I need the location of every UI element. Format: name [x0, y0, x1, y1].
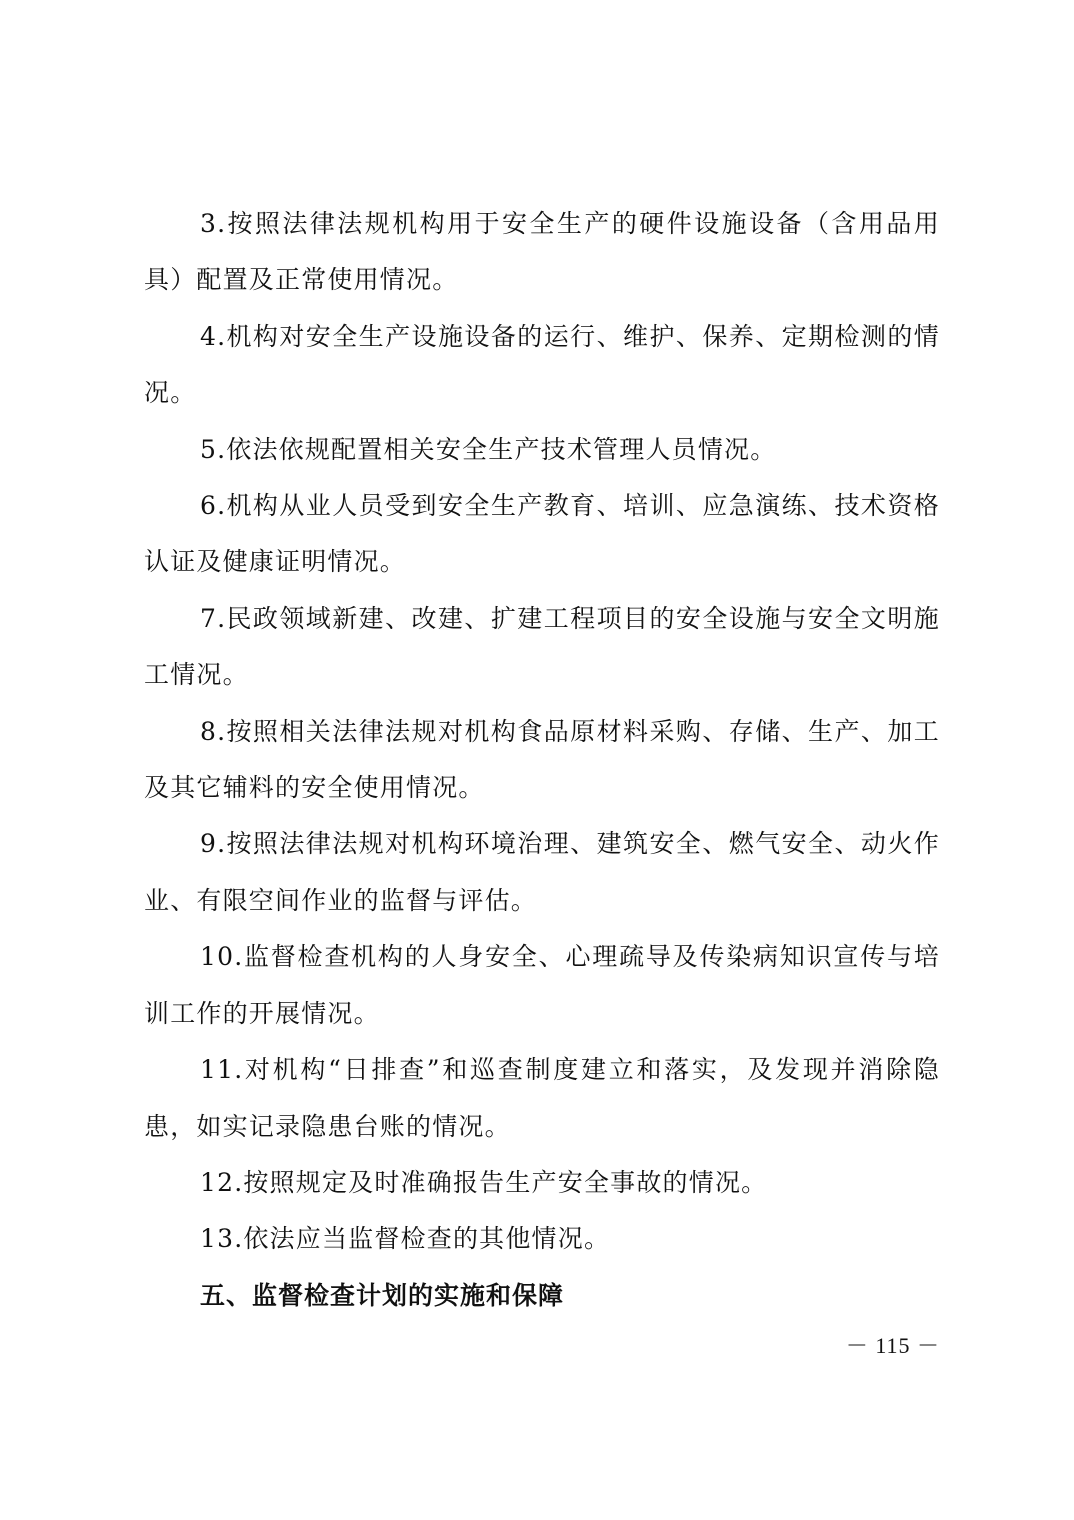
list-item: 10.监督检查机构的人身安全、心理疏导及传染病知识宣传与培训工作的开展情况。: [144, 942, 940, 1028]
list-item: 7.民政领域新建、改建、扩建工程项目的安全设施与安全文明施工情况。: [144, 603, 940, 690]
list-item: 4.机构对安全生产设施设备的运行、维护、保养、定期检测的情况。: [144, 321, 940, 408]
list-item: 8.按照相关法律法规对机构食品原材料采购、存储、生产、加工及其它辅料的安全使用情况。: [144, 716, 940, 803]
list-item: 5.依法依规配置相关安全生产技术管理人员情况。: [200, 434, 777, 464]
list-item: 12.按照规定及时准确报告生产安全事故的情况。: [200, 1167, 768, 1197]
list-item: 9.按照法律法规对机构环境治理、建筑安全、燃气安全、动火作业、有限空间作业的监督与评估。: [144, 829, 940, 915]
page-number: － 115 －: [845, 1333, 940, 1358]
list-item: 11.对机构“日排查”和巡查制度建立和落实，及发现并消除隐患，如实记录隐患台账的情况。: [144, 1055, 940, 1141]
document-body: [144, 196, 940, 1324]
section-heading: 五、监督检查计划的实施和保障: [200, 1280, 565, 1310]
list-item: 6.机构从业人员受到安全生产教育、培训、应急演练、技术资格认证及健康证明情况。: [144, 491, 940, 577]
list-item: 3.按照法律法规机构用于安全生产的硬件设施设备（含用品用具）配置及正常使用情况。: [144, 209, 940, 295]
list-item: 13.依法应当监督检查的其他情况。: [200, 1224, 611, 1254]
